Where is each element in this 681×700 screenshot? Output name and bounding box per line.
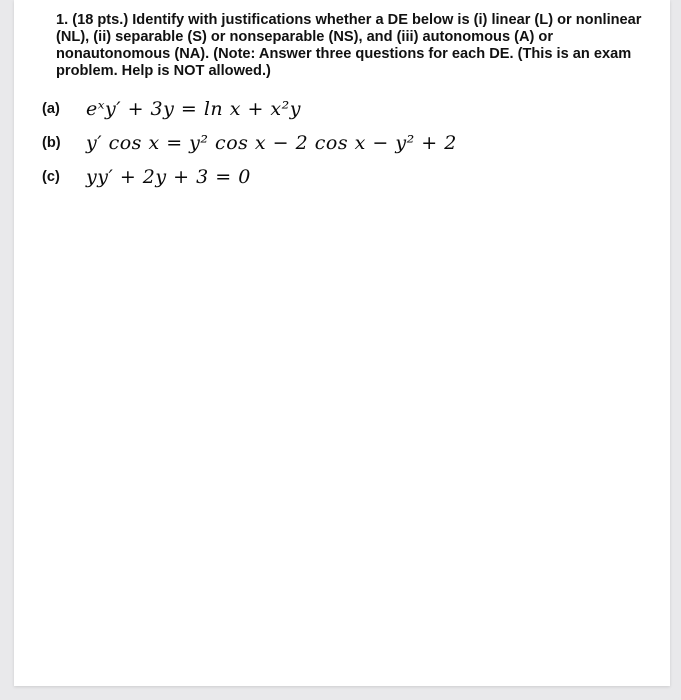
equation-label: (c) <box>42 169 60 185</box>
equation-a <box>42 94 301 124</box>
handwritten-equation: y′ cos x = y² cos x − 2 cos x − y² + 2 <box>86 132 457 154</box>
handwritten-equation: eˣy′ + 3y = ln x + x²y <box>86 98 301 120</box>
equation-label: (b) <box>42 135 61 151</box>
equation-c <box>42 162 251 192</box>
equation-label: (a) <box>42 101 60 117</box>
problem-statement: 1. (18 pts.) Identify with justifications whether a DE below is (i) linear (L) or nonlinear (NL), (ii) separable (S) or nonseparable (NS), and (iii) autonomous (A) or nonautonomous (NA). (Note: Answer three questions for each DE. (This is an exam problem. Help is NOT allowed.) <box>56 12 642 79</box>
handwritten-equation: yy′ + 2y + 3 = 0 <box>86 166 251 188</box>
equation-b <box>42 128 457 158</box>
